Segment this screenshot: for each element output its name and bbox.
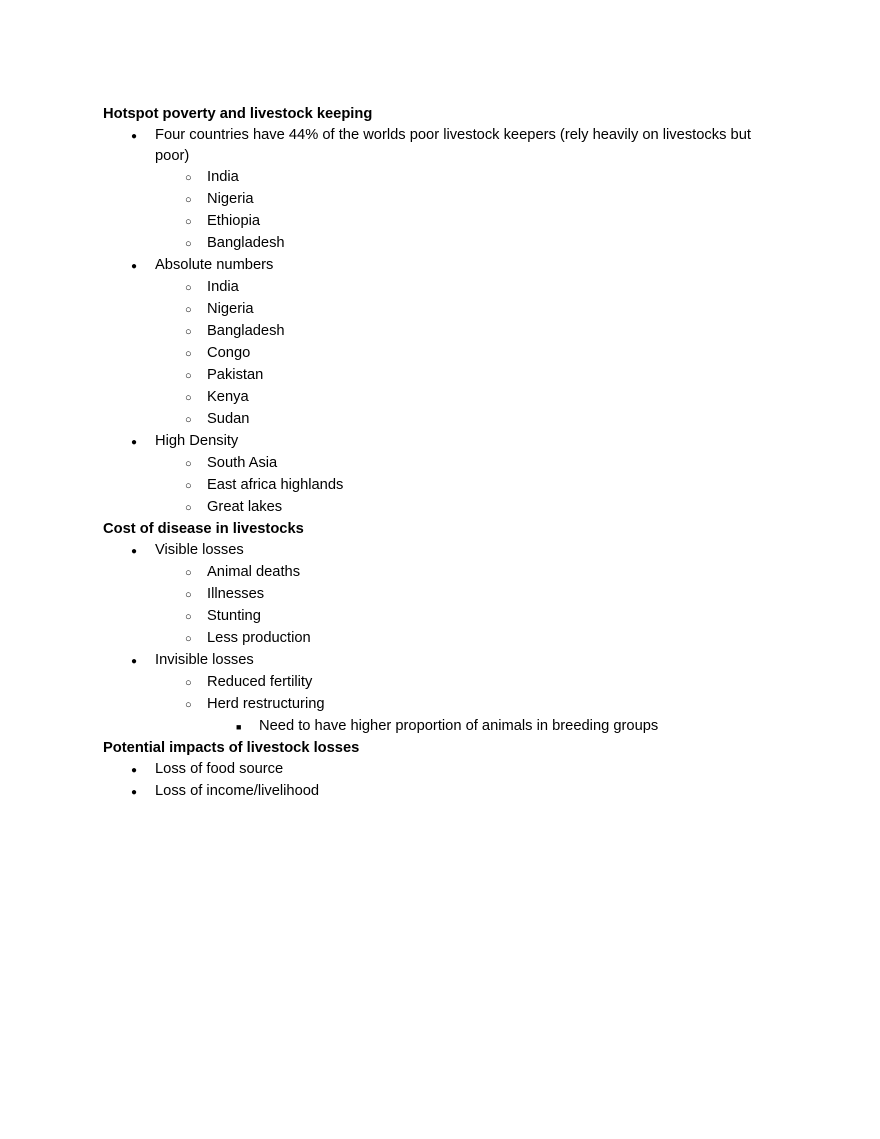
circle-bullet-icon: ○ xyxy=(185,699,192,711)
list-item xyxy=(103,167,777,189)
heading-text: Potential impacts of livestock losses xyxy=(103,740,360,756)
disc-bullet-icon: ● xyxy=(131,656,138,667)
disc-bullet-icon: ● xyxy=(131,261,138,272)
circle-bullet-icon: ○ xyxy=(185,633,192,645)
list-item xyxy=(103,694,777,716)
heading-text: Hotspot poverty and livestock keeping xyxy=(103,106,373,122)
list-item xyxy=(103,562,777,584)
list-item-text: Animal deaths xyxy=(207,564,301,580)
circle-bullet-icon: ○ xyxy=(185,282,192,294)
circle-bullet-icon: ○ xyxy=(185,458,192,470)
disc-bullet-icon: ● xyxy=(131,787,138,798)
list-item xyxy=(103,540,777,562)
circle-bullet-icon: ○ xyxy=(185,677,192,689)
list-item xyxy=(103,672,777,694)
list-item xyxy=(103,584,777,606)
list-item-text: South Asia xyxy=(207,455,278,471)
circle-bullet-icon: ○ xyxy=(185,194,192,206)
list-item xyxy=(103,409,777,431)
heading-text: Cost of disease in livestocks xyxy=(103,521,304,537)
circle-bullet-icon: ○ xyxy=(185,414,192,426)
list-item-text: Ethiopia xyxy=(207,213,261,229)
disc-bullet-icon: ● xyxy=(131,131,138,142)
disc-bullet-icon: ● xyxy=(131,546,138,557)
list-item xyxy=(103,759,777,781)
list-item xyxy=(103,211,777,233)
circle-bullet-icon: ○ xyxy=(185,392,192,404)
list-item-text: Pakistan xyxy=(207,367,264,383)
list-item-text: Kenya xyxy=(207,389,249,405)
doc-heading xyxy=(103,104,777,125)
document-body xyxy=(103,104,777,803)
list-item-text: Reduced fertility xyxy=(207,674,313,690)
list-item-text: India xyxy=(207,279,239,295)
list-item-text: Visible losses xyxy=(155,542,244,558)
list-item xyxy=(103,321,777,343)
list-item-text: Loss of income/livelihood xyxy=(155,783,320,799)
square-bullet-icon: ■ xyxy=(236,722,242,732)
list-item-text: Invisible losses xyxy=(155,652,254,668)
list-item-text: Great lakes xyxy=(207,499,283,515)
list-item-text: High Density xyxy=(155,433,239,449)
list-item-text: Need to have higher proportion of animals in breeding groups xyxy=(259,718,659,734)
list-item-text: Sudan xyxy=(207,411,250,427)
list-item-text: Nigeria xyxy=(207,191,254,207)
list-item-text: Bangladesh xyxy=(207,235,285,251)
list-item xyxy=(103,606,777,628)
list-item xyxy=(103,277,777,299)
list-item xyxy=(103,189,777,211)
circle-bullet-icon: ○ xyxy=(185,172,192,184)
list-item-text: Loss of food source xyxy=(155,761,284,777)
list-item xyxy=(103,343,777,365)
circle-bullet-icon: ○ xyxy=(185,502,192,514)
circle-bullet-icon: ○ xyxy=(185,238,192,250)
list-item-text: Stunting xyxy=(207,608,261,624)
list-item xyxy=(103,233,777,255)
list-item xyxy=(103,365,777,387)
list-item-text: Illnesses xyxy=(207,586,265,602)
list-item xyxy=(103,299,777,321)
circle-bullet-icon: ○ xyxy=(185,370,192,382)
list-item xyxy=(103,497,777,519)
list-item xyxy=(103,255,777,277)
list-item xyxy=(103,716,777,738)
list-item xyxy=(103,431,777,453)
disc-bullet-icon: ● xyxy=(131,437,138,448)
circle-bullet-icon: ○ xyxy=(185,348,192,360)
list-item xyxy=(103,125,777,167)
list-item-text: Less production xyxy=(207,630,311,646)
list-item-text: India xyxy=(207,169,239,185)
circle-bullet-icon: ○ xyxy=(185,480,192,492)
list-item xyxy=(103,781,777,803)
list-item-text: Herd restructuring xyxy=(207,696,325,712)
circle-bullet-icon: ○ xyxy=(185,304,192,316)
list-item xyxy=(103,387,777,409)
circle-bullet-icon: ○ xyxy=(185,589,192,601)
list-item-text: Absolute numbers xyxy=(155,257,274,273)
list-item xyxy=(103,475,777,497)
list-item-text: Bangladesh xyxy=(207,323,285,339)
list-item xyxy=(103,453,777,475)
circle-bullet-icon: ○ xyxy=(185,326,192,338)
doc-heading xyxy=(103,519,777,540)
disc-bullet-icon: ● xyxy=(131,765,138,776)
circle-bullet-icon: ○ xyxy=(185,567,192,579)
list-item-text: Four countries have 44% of the worlds poor livestock keepers (rely heavily on livestocks but poor) xyxy=(155,127,751,164)
list-item-text: Congo xyxy=(207,345,251,361)
doc-heading xyxy=(103,738,777,759)
list-item xyxy=(103,650,777,672)
list-item-text: Nigeria xyxy=(207,301,254,317)
circle-bullet-icon: ○ xyxy=(185,216,192,228)
list-item xyxy=(103,628,777,650)
list-item-text: East africa highlands xyxy=(207,477,344,493)
circle-bullet-icon: ○ xyxy=(185,611,192,623)
